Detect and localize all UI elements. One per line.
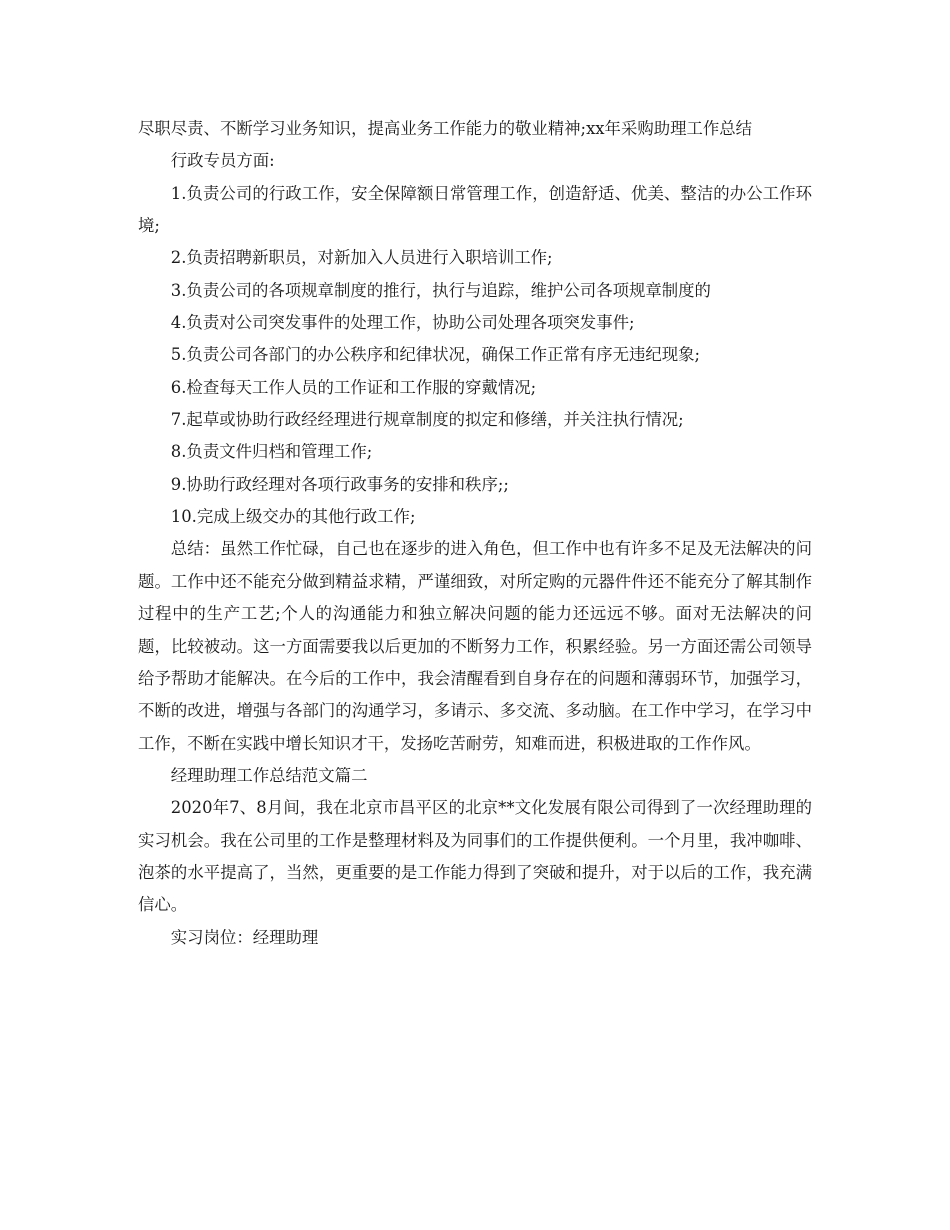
paragraph-1: 行政专员方面:: [170, 151, 275, 171]
paragraph-15: 实习岗位：经理助理: [170, 927, 319, 947]
paragraph-5: 4.负责对公司突发事件的处理工作，协助公司处理各项突发事件;: [170, 313, 635, 333]
paragraph-8: 7.起草或协助行政经经理进行规章制度的拟定和修缮，并关注执行情况;: [170, 410, 684, 430]
paragraph-2: 1.负责公司的行政工作，安全保障额日常管理工作，创造舒适、优美、整洁的办公工作环境;: [138, 183, 812, 236]
section-heading: 经理助理工作总结范文篇二: [170, 765, 368, 785]
paragraph-6: 5.负责公司各部门的办公秩序和纪律状况，确保工作正常有序无违纪现象;: [170, 345, 701, 365]
paragraph-3: 2.负责招聘新职员，对新加入人员进行入职培训工作;: [170, 248, 553, 268]
paragraph-7: 6.检查每天工作人员的工作证和工作服的穿戴情况;: [170, 377, 537, 397]
paragraph-9: 8.负责文件归档和管理工作;: [170, 442, 373, 462]
paragraph-14: 2020年7、8月间，我在北京市昌平区的北京**文化发展有限公司得到了一次经理助理的实习机会。我在公司里的工作是整理材料及为同事们的工作提供便利。一个月里，我冲咖啡、泡茶的水平提高了，当然，更重要的是工作能力得到了突破和提升，对于以后的工作，我充满信心。: [138, 798, 812, 915]
paragraph-4: 3.负责公司的各项规章制度的推行，执行与追踪，维护公司各项规章制度的: [170, 280, 711, 300]
paragraph-12: 总结：虽然工作忙碌，自己也在逐步的进入角色，但工作中也有许多不足及无法解决的问题。工作中还不能充分做到精益求精，严谨细致，对所定购的元器件件还不能充分了解其制作过程中的生产工艺;个人的沟通能力和独立解决问题的能力还远远不够。面对无法解决的问题，比较被动。这一方面需要我以后更加的不断努力工作，积累经验。另一方面还需公司领导给予帮助才能解决。在今后的工作中，我会清醒看到自身存在的问题和薄弱环节，加强学习，不断的改进，增强与各部门的沟通学习，多请示、多交流、多动脑。在工作中学习，在学习中工作，不断在实践中增长知识才干，发扬吃苦耐劳，知难而进，积极进取的工作作风。: [138, 539, 812, 753]
paragraph-0: 尽职尽责、不断学习业务知识，提高业务工作能力的敬业精神;xx年采购助理工作总结: [138, 119, 753, 138]
paragraph-10: 9.协助行政经理对各项行政事务的安排和秩序;;: [170, 474, 509, 494]
paragraph-11: 10.完成上级交办的其他行政工作;: [170, 507, 416, 527]
